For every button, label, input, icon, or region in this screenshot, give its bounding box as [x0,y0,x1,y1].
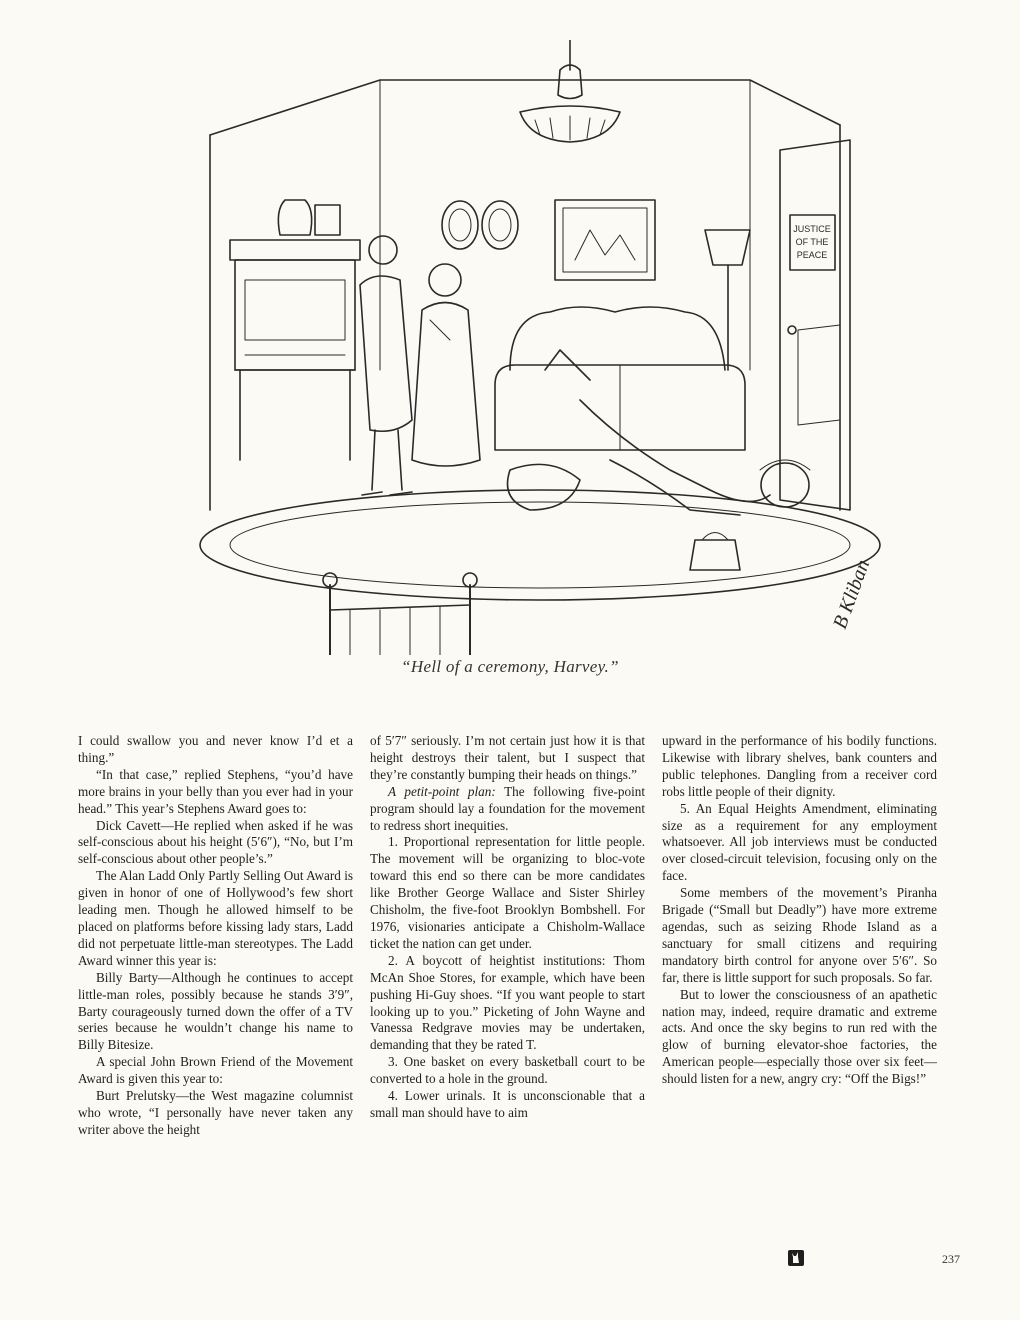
paragraph: 4. Lower urinals. It is unconscionable that a small man should have to aim [370,1088,645,1120]
page-number: 237 [942,1252,960,1266]
paragraph: 5. An Equal Heights Amendment, eliminating size as a requirement for any employment whatsoever. All job interviews must be conducted over closed-circuit television, focusing only on the face. [662,800,937,884]
paragraph: Billy Barty—Although he continues to accept little-man roles, possibly because he stands 3′9″, Barty courageously turned down the offer of a TV series because he wouldn’t change his name to Billy Bitesize. [78,969,353,1053]
paragraph: Burt Prelutsky—the West magazine columnist who wrote, “I personally have never taken any writer above the height [78,1088,353,1137]
article-column-2 [370,733,645,1122]
paragraph-text: The following five-point program should lay a foundation for the movement to redress short inequities. [370,783,646,833]
paragraph: 1. Proportional representation for little people. The movement will be organizing to bloc-vote toward this end so there can be more candidates like Brother George Wallace and Sister Shirley Chisholm, the five-foot Brooklyn Bombshell. For 1976, visionaries anticipate a Chisholm-Wallace ticket the nation can get under. [370,834,645,951]
subhead-italic: A petit-point plan: [388,783,496,799]
paragraph: 2. A boycott of heightist institutions: Thom McAn Shoe Stores, for example, which have been pushing Hi-Guy shoes. “If you want people to start looking up to you.” Picketing of John Wayne and Vanessa Redgrave movies may be undertaken, demanding that they be rated T. [370,952,645,1053]
paragraph: But to lower the consciousness of an apathetic nation may, indeed, require dramatic and extreme acts. And once the sky begins to run red with the glow of burning elevator-shoe factories, the American people—especially those over six feet—should listen for a new, angry cry: “Off the Bigs!” [662,986,937,1087]
artist-signature: B Kliban [829,556,875,632]
door-sign-line-3: PEACE [796,250,828,260]
paragraph: The Alan Ladd Only Partly Selling Out Award is given in honor of one of Hollywood’s few short leading men. Though he allowed himself to be placed on platforms before kissing lady stars, Ladd did not perpetuate little-man stereotypes. The Ladd Award winner this year is: [78,868,353,968]
cartoon-illustration [150,40,890,655]
paragraph: “In that case,” replied Stephens, “you’d have more brains in your belly than you ever had in your head.” This year’s Stephens Award goes to: [78,766,353,816]
cartoon-caption: “Hell of a ceremony, Harvey.” [401,657,619,676]
door-sign-line-2: OF THE [795,237,829,247]
cartoon-drawing [150,40,890,655]
paragraph: Dick Cavett—He replied when asked if he was self-conscious about his height (5′6″), “No, but I’m self-conscious about other people’s.” [78,817,353,867]
article-column-3 [662,733,937,1088]
paragraph: upward in the performance of his bodily functions. Likewise with library shelves, bank counters and public telephones. Dangling from a receiver cord robs little people of their dignity. [662,733,937,799]
article-column-1 [78,733,353,1139]
paragraph: Some members of the movement’s Piranha Brigade (“Small but Deadly”) have more extreme agendas, such as seizing Rhode Island as a sanctuary for small citizens and requiring mandatory birth control for anyone over 5′6″. So far, there is little support for such proposals. So far. [662,885,937,985]
door-sign-line-1: JUSTICE [793,224,831,234]
paragraph [370,784,645,835]
paragraph: I could swallow you and never know I’d et a thing.” [78,733,353,765]
paragraph: A special John Brown Friend of the Movement Award is given this year to: [78,1054,353,1087]
rabbit-head-icon [788,1250,804,1266]
paragraph: of 5′7″ seriously. I’m not certain just how it is that height destroys their talent, but I suspect that they’re constantly bumping their heads on things.” [370,733,645,782]
paragraph: 3. One basket on every basketball court to be converted to a hole in the ground. [370,1054,645,1087]
